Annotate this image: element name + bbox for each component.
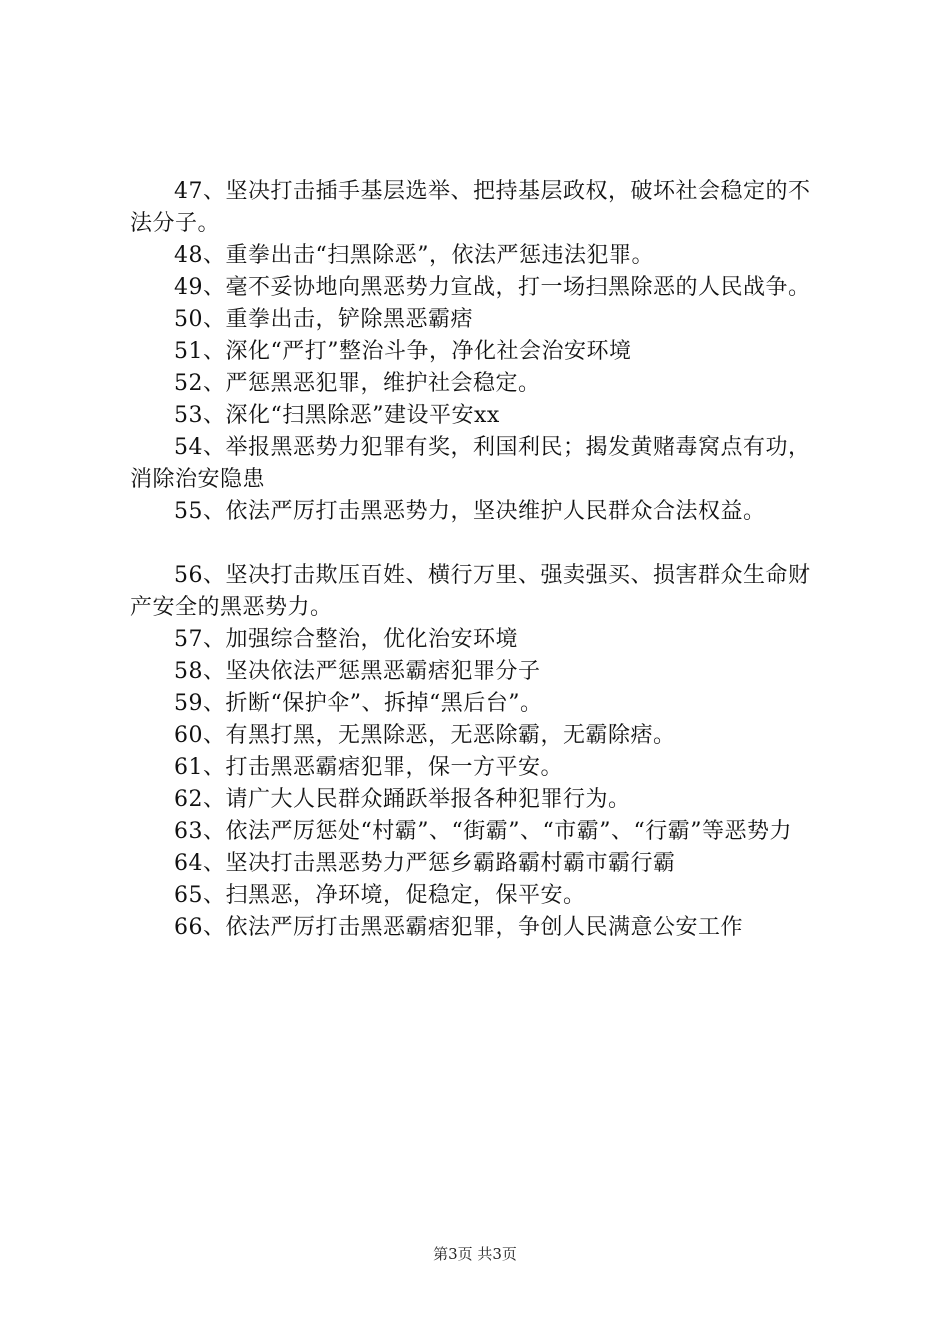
list-item: 63、依法严厉惩处“村霸”、“街霸”、“市霸”、“行霸”等恶势力: [174, 819, 792, 844]
list-item: 57、加强综合整治，优化治安环境: [174, 627, 518, 652]
list-item: 58、坚决依法严惩黑恶霸痞犯罪分子: [174, 659, 541, 684]
list-item: 65、扫黑恶，净环境，促稳定，保平安。: [174, 883, 586, 908]
list-item: 60、有黑打黑，无黑除恶，无恶除霸，无霸除痞。: [174, 723, 676, 748]
list-item: 47、坚决打击插手基层选举、把持基层政权，破坏社会稳定的不法分子。: [130, 179, 811, 236]
list-item: 61、打击黑恶霸痞犯罪，保一方平安。: [174, 755, 563, 780]
page-number-footer: 第3页 共3页: [433, 1245, 517, 1263]
list-item: 54、举报黑恶势力犯罪有奖，利国利民；揭发黄赌毒窝点有功，消除治安隐患: [130, 435, 811, 492]
list-item: 64、坚决打击黑恶势力严惩乡霸路霸村霸市霸行霸: [174, 851, 676, 876]
list-item: 49、毫不妥协地向黑恶势力宣战，打一场扫黑除恶的人民战争。: [174, 275, 811, 300]
document-body: [130, 176, 832, 944]
list-item: 51、深化“严打”整治斗争，净化社会治安环境: [174, 339, 632, 364]
list-item: 59、折断“保护伞”、拆掉“黑后台”。: [174, 691, 543, 716]
list-item: 66、依法严厉打击黑恶霸痞犯罪，争创人民满意公安工作: [174, 915, 743, 940]
list-item: 62、请广大人民群众踊跃举报各种犯罪行为。: [174, 787, 631, 812]
list-item: 52、严惩黑恶犯罪，维护社会稳定。: [174, 371, 541, 396]
list-item: 56、坚决打击欺压百姓、横行万里、强卖强买、损害群众生命财产安全的黑恶势力。: [130, 563, 811, 620]
list-item: 48、重拳出击“扫黑除恶”，依法严惩违法犯罪。: [174, 243, 654, 268]
list-item: 53、深化“扫黑除恶”建设平安xx: [174, 403, 500, 428]
list-item: 50、重拳出击，铲除黑恶霸痞: [174, 307, 473, 332]
list-item: 55、依法严厉打击黑恶势力，坚决维护人民群众合法权益。: [174, 499, 766, 524]
